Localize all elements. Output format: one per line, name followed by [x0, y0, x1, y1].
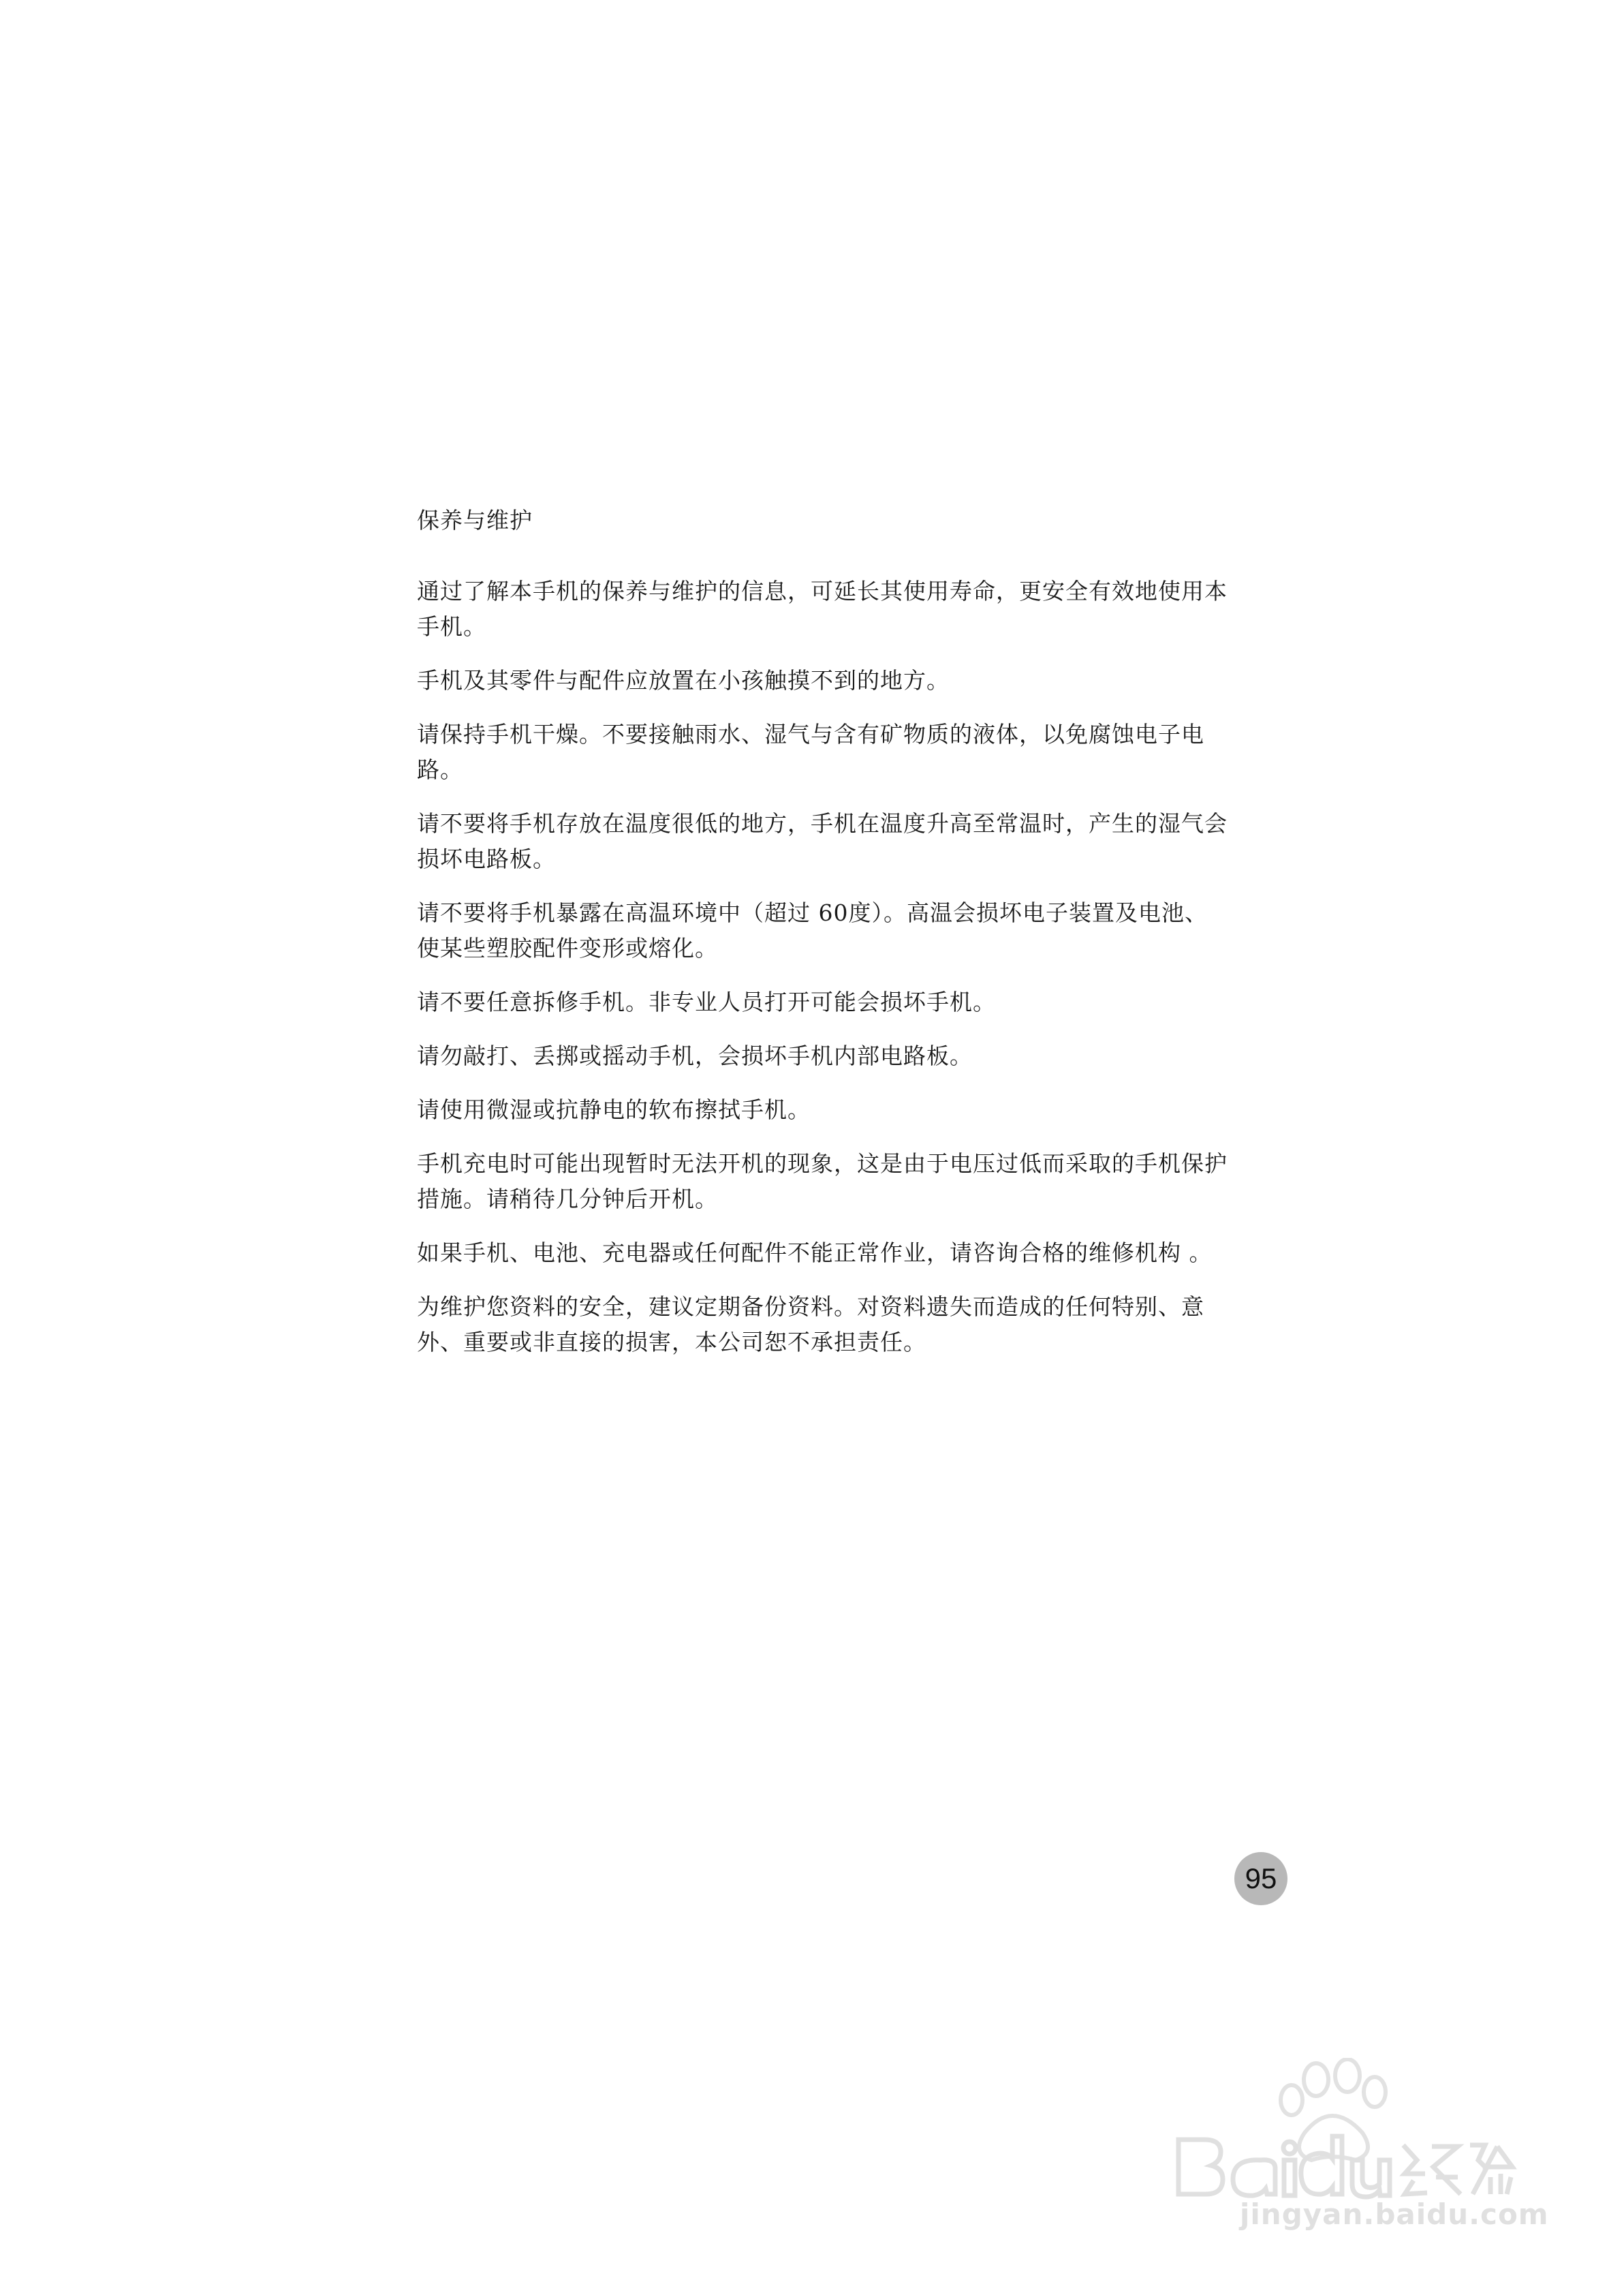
baidu-jingyan-watermark: [1158, 2058, 1526, 2262]
paragraph-10: 如果手机、电池、充电器或任何配件不能正常作业，请咨询合格的维修机构 。: [417, 1239, 1213, 1266]
paragraph-5: 请不要将手机暴露在高温环境中（超过 60度）。高温会损坏电子装置及电池、使某些塑胶配件变形或熔化。: [417, 899, 1208, 961]
paragraph-4: 请不要将手机存放在温度很低的地方，手机在温度升高至常温时，产生的湿气会损坏电路板。: [417, 810, 1228, 872]
baidu-paw-logo-icon: [1158, 2058, 1526, 2262]
paragraph-3: 请保持手机干燥。不要接触雨水、湿气与含有矿物质的液体，以免腐蚀电子电路。: [417, 721, 1204, 783]
paragraph-8: 请使用微湿或抗静电的软布擦拭手机。: [417, 1096, 811, 1123]
document-body: [417, 503, 1228, 1378]
paragraph-9: 手机充电时可能出现暂时无法开机的现象，这是由于电压过低而采取的手机保护措施。请稍待几分钟后开机。: [417, 1150, 1228, 1212]
section-heading: 保养与维护: [417, 507, 533, 534]
paragraph-7: 请勿敲打、丢掷或摇动手机，会损坏手机内部电路板。: [417, 1043, 973, 1069]
paragraph-11: 为维护您资料的安全，建议定期备份资料。对资料遗失而造成的任何特别、意外、重要或非直接的损害，本公司恕不承担责任。: [417, 1293, 1204, 1355]
paragraph-6: 请不要任意拆修手机。非专业人员打开可能会损坏手机。: [417, 989, 996, 1015]
watermark-url: jingyan.baidu.com: [1240, 2198, 1549, 2231]
paragraph-1: 通过了解本手机的保养与维护的信息，可延长其使用寿命，更安全有效地使用本手机。: [417, 578, 1228, 640]
page-number-badge: 95: [1234, 1852, 1287, 1905]
paragraph-2: 手机及其零件与配件应放置在小孩触摸不到的地方。: [417, 667, 950, 694]
